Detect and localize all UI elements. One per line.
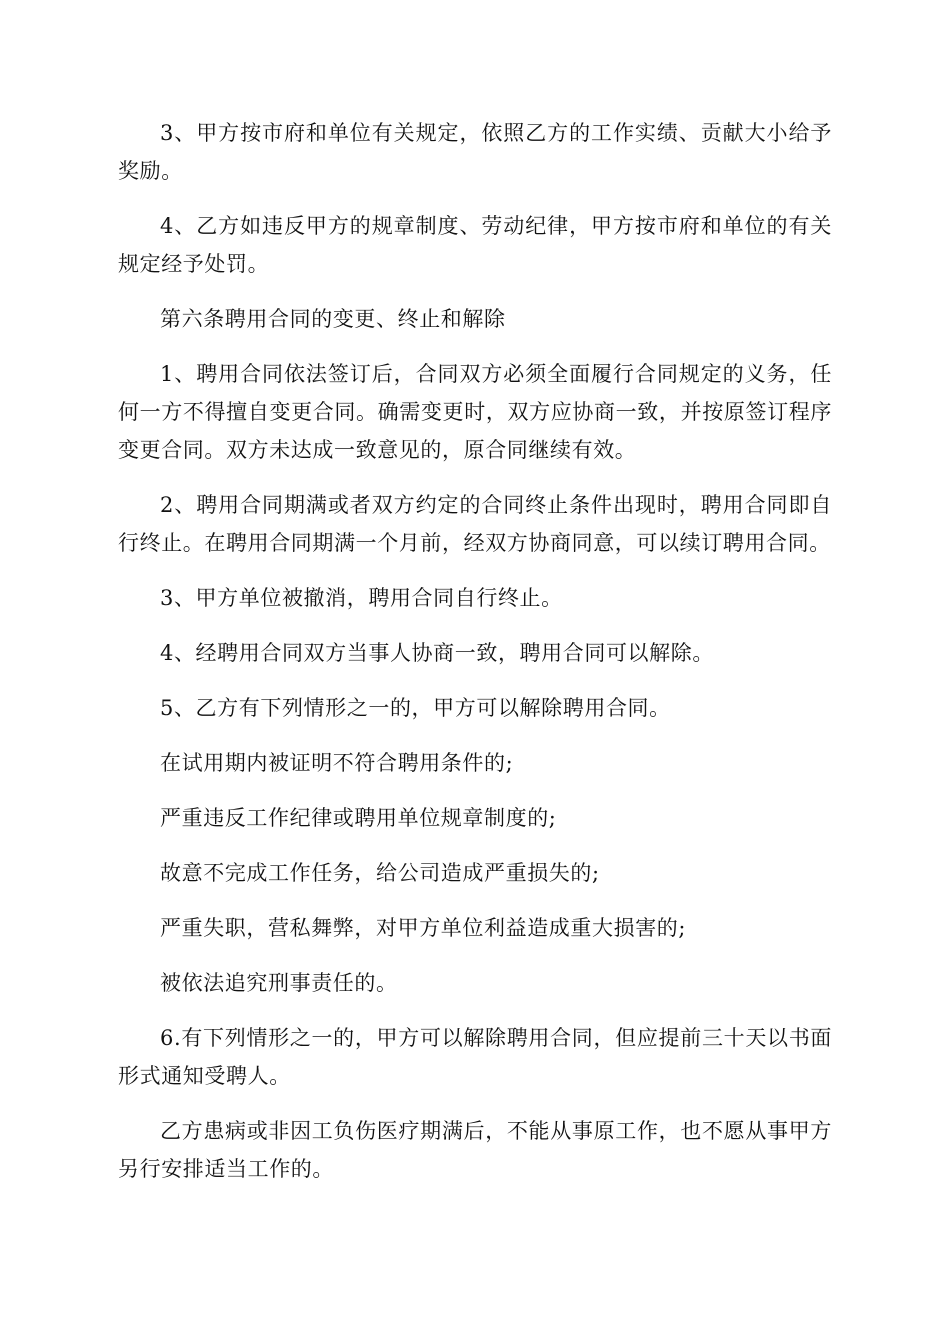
list-item-task-failure: 故意不完成工作任务，给公司造成严重损失的; (160, 861, 600, 885)
paragraph-spacing (118, 672, 832, 689)
paragraph-spacing (118, 782, 832, 799)
section-heading-article-6: 第六条聘用合同的变更、终止和解除 (160, 307, 506, 331)
paragraph-notice-termination: 6.有下列情形之一的，甲方可以解除聘用合同，但应提前三十天以书面形式通知受聘人。 (118, 1026, 832, 1088)
paragraph-spacing (118, 892, 832, 909)
list-item-malpractice: 严重失职，营私舞弊，对甲方单位利益造成重大损害的; (160, 916, 687, 940)
list-item-probation: 在试用期内被证明不符合聘用条件的; (160, 751, 514, 775)
paragraph-spacing (118, 338, 832, 355)
paragraph-spacing (118, 469, 832, 486)
paragraph-contract-change: 1、聘用合同依法签订后，合同双方必须全面履行合同规定的义务，任何一方不得擅自变更合同。确需变更时，双方应协商一致，并按原签订程序变更合同。双方未达成一致意见的，原合同继续有效。 (118, 362, 832, 462)
paragraph-spacing (118, 947, 832, 964)
paragraph-penalty: 4、乙方如违反甲方的规章制度、劳动纪律，甲方按市府和单位的有关规定经予处罚。 (118, 214, 832, 276)
paragraph-reward: 3、甲方按市府和单位有关规定，依照乙方的工作实绩、贡献大小给予奖励。 (118, 121, 832, 183)
paragraph-spacing (118, 190, 832, 207)
paragraph-spacing (118, 283, 832, 300)
paragraph-spacing (118, 837, 832, 854)
paragraph-termination-conditions: 5、乙方有下列情形之一的，甲方可以解除聘用合同。 (160, 696, 671, 720)
list-item-illness: 乙方患病或非因工负伤医疗期满后，不能从事原工作，也不愿从事甲方另行安排适当工作的。 (118, 1119, 832, 1181)
paragraph-spacing (118, 1095, 832, 1112)
paragraph-spacing (118, 562, 832, 579)
paragraph-mutual-termination: 4、经聘用合同双方当事人协商一致，聘用合同可以解除。 (160, 641, 714, 665)
paragraph-spacing (118, 617, 832, 634)
paragraph-unit-revoked: 3、甲方单位被撤消，聘用合同自行终止。 (160, 586, 563, 610)
paragraph-spacing (118, 727, 832, 744)
list-item-criminal: 被依法追究刑事责任的。 (160, 971, 398, 995)
paragraph-contract-expiry: 2、聘用合同期满或者双方约定的合同终止条件出现时，聘用合同即自行终止。在聘用合同期满一个月前，经双方协商同意，可以续订聘用合同。 (118, 493, 832, 555)
paragraph-spacing (118, 1002, 832, 1019)
list-item-discipline: 严重违反工作纪律或聘用单位规章制度的; (160, 806, 557, 830)
